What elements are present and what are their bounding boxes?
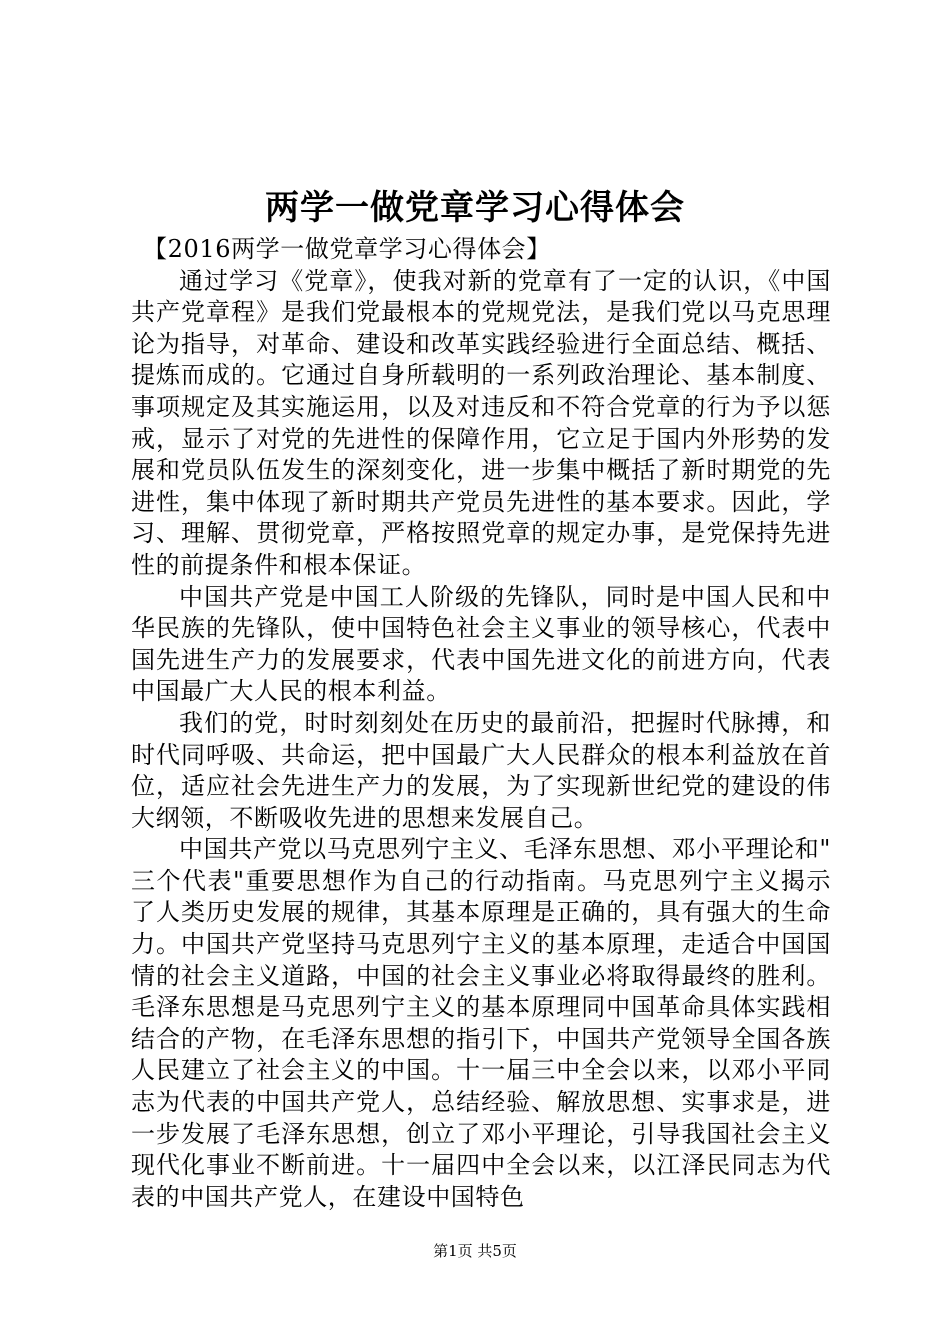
document-title: 两学一做党章学习心得体会: [265, 188, 685, 228]
paragraph-3: 我们的党，时时刻刻处在历史的最前沿，把握时代脉搏，和时代同呼吸、共命运，把中国最广大人民群众的根本利益放在首位，适应社会先进生产力的发展，为了实现新世纪党的建设的伟大纲领，不断吸收先进的思想来发展自己。: [131, 708, 831, 832]
paragraph-2: 中国共产党是中国工人阶级的先锋队，同时是中国人民和中华民族的先锋队，使中国特色社会主义事业的领导核心，代表中国先进生产力的发展要求，代表中国先进文化的前进方向，代表中国最广大人民的根本利益。: [131, 582, 831, 706]
paragraph-1: 通过学习《党章》，使我对新的党章有了一定的认识，《中国共产党章程》是我们党最根本的党规党法，是我们党以马克思理论为指导，对革命、建设和改革实践经验进行全面总结、概括、提炼而成的。它通过自身所载明的一系列政治理论、基本制度、事项规定及其实施运用，以及对违反和不符合党章的行为予以惩戒，显示了对党的先进性的保障作用，它立足于国内外形势的发展和党员队伍发生的深刻变化，进一步集中概括了新时期党的先进性，集中体现了新时期共产党员先进性的基本要求。因此，学习、理解、贯彻党章，严格按照党章的规定办事，是党保持先进性的前提条件和根本保证。: [131, 266, 831, 579]
page-footer: 第1页 共5页: [433, 1242, 517, 1260]
document-subtitle: 【2016两学一做党章学习心得体会】: [143, 235, 551, 263]
paragraph-4: 中国共产党以马克思列宁主义、毛泽东思想、邓小平理论和"三个代表"重要思想作为自己的行动指南。马克思列宁主义揭示了人类历史发展的规律，其基本原理是正确的，具有强大的生命力。中国共产党坚持马克思列宁主义的基本原理，走适合中国国情的社会主义道路，中国的社会主义事业必将取得最终的胜利。毛泽东思想是马克思列宁主义的基本原理同中国革命具体实践相结合的产物，在毛泽东思想的指引下，中国共产党领导全国各族人民建立了社会主义的中国。十一届三中全会以来，以邓小平同志为代表的中国共产党人，总结经验、解放思想、实事求是，进一步发展了毛泽东思想，创立了邓小平理论，引导我国社会主义现代化事业不断前进。十一届四中全会以来，以江泽民同志为代表的中国共产党人，在建设中国特色: [131, 835, 831, 1211]
document-body: [131, 234, 831, 1213]
